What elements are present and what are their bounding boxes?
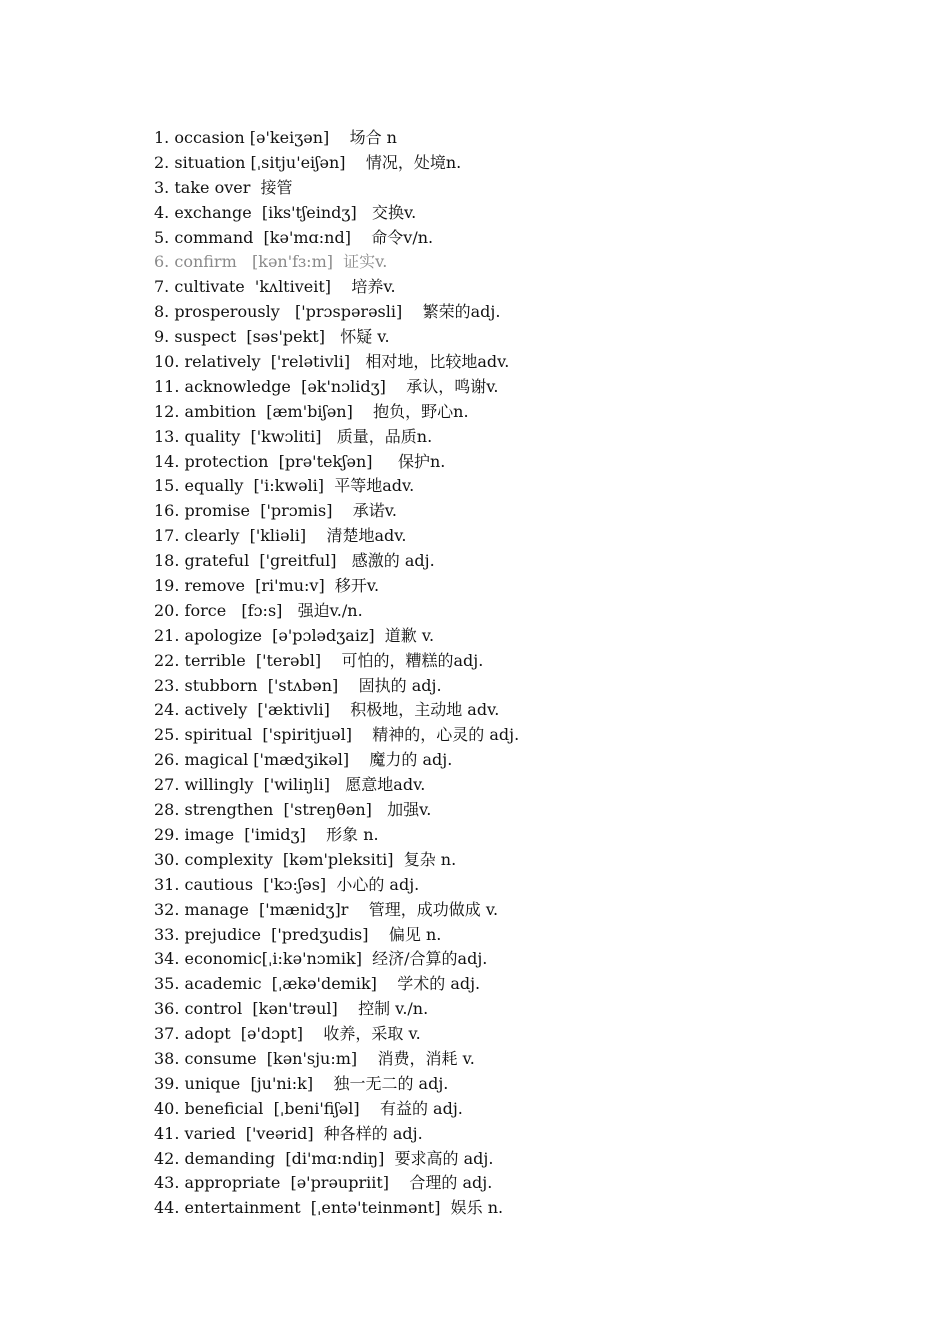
vocab-entry: 41. varied ['veərid] 种各样的 adj. (154, 1123, 423, 1143)
vocab-entry: 5. command [kə'mɑ:nd] 命令v/n. (154, 227, 434, 247)
vocab-entry: 16. promise ['prɔmis] 承诺v. (154, 501, 398, 521)
vocabulary-list (154, 126, 519, 1221)
vocab-entry: 13. quality ['kwɔliti] 质量，品质n. (154, 426, 433, 446)
vocab-entry: 14. protection [prə'tekʃən] 保护n. (154, 451, 446, 471)
vocab-entry: 32. manage ['mænidʒ]r 管理，成功做成 v. (154, 899, 499, 919)
vocab-entry: 29. image ['imidʒ] 形象 n. (154, 824, 379, 844)
vocab-entry: 42. demanding [di'mɑ:ndiŋ] 要求高的 adj. (154, 1148, 494, 1168)
vocab-entry: 15. equally ['i:kwəli] 平等地adv. (154, 476, 415, 496)
vocab-entry: 4. exchange [iks'tʃeindʒ] 交换v. (154, 202, 417, 222)
vocab-entry: 21. apologize [ə'pɔlədʒaiz] 道歉 v. (154, 625, 435, 645)
vocab-entry: 1. occasion [ə'keiʒən] 场合 n (154, 128, 397, 147)
vocab-entry: 8. prosperously ['prɔspərəsli] 繁荣的adj. (154, 302, 501, 322)
vocab-entry: 18. grateful ['greitful] 感激的 adj. (154, 551, 435, 571)
vocab-entry: 37. adopt [ə'dɔpt] 收养，采取 v. (154, 1024, 421, 1044)
vocab-entry: 20. force [fɔ:s] 强迫v./n. (154, 600, 363, 620)
vocab-entry: 35. academic [ˌækə'demik] 学术的 adj. (154, 974, 481, 994)
vocab-entry: 12. ambition [æm'biʃən] 抱负，野心n. (154, 401, 469, 421)
vocab-entry: 33. prejudice ['predʒudis] 偏见 n. (154, 924, 442, 944)
vocab-entry: 34. economic[ˌi:kə'nɔmik] 经济/合算的adj. (154, 949, 488, 969)
vocab-entry: 27. willingly ['wiliŋli] 愿意地adv. (154, 775, 426, 795)
vocab-entry: 3. take over 接管 (154, 177, 293, 197)
vocab-entry: 31. cautious ['kɔ:ʃəs] 小心的 adj. (154, 874, 420, 894)
vocab-entry: 22. terrible ['terəbl] 可怕的，糟糕的adj. (154, 650, 484, 670)
vocab-entry: 2. situation [ˌsitju'eiʃən] 情况，处境n. (154, 152, 462, 172)
vocab-entry: 10. relatively ['relətivli] 相对地，比较地adv. (154, 352, 510, 372)
vocab-entry: 44. entertainment [ˌentə'teinmənt] 娱乐 n. (154, 1198, 504, 1218)
vocab-entry: 43. appropriate [ə'prəupriit] 合理的 adj. (154, 1173, 493, 1193)
vocab-entry: 36. control [kən'trəul] 控制 v./n. (154, 999, 429, 1019)
vocab-entry: 17. clearly ['kliəli] 清楚地adv. (154, 526, 407, 546)
vocab-entry: 40. beneficial [ˌbeni'fiʃəl] 有益的 adj. (154, 1098, 463, 1118)
vocab-entry: 19. remove [ri'mu:v] 移开v. (154, 576, 380, 596)
vocab-entry: 9. suspect [səs'pekt] 怀疑 v. (154, 327, 390, 347)
vocab-entry: 6. confirm [kən'fɜ:m] 证实v. (154, 252, 388, 272)
vocab-entry: 11. acknowledge [ək'nɔlidʒ] 承认，鸣谢v. (154, 376, 499, 396)
vocab-entry: 26. magical ['mædʒikəl] 魔力的 adj. (154, 750, 453, 770)
vocab-entry: 39. unique [ju'ni:k] 独一无二的 adj. (154, 1073, 449, 1093)
vocab-entry: 7. cultivate 'kʌltiveit] 培养v. (154, 277, 396, 297)
vocab-entry: 30. complexity [kəm'pleksiti] 复杂 n. (154, 849, 457, 869)
vocab-entry: 23. stubborn ['stʌbən] 固执的 adj. (154, 675, 442, 695)
vocab-entry: 25. spiritual ['spiritjuəl] 精神的，心灵的 adj. (154, 725, 520, 745)
vocab-entry: 24. actively ['æktivli] 积极地，主动地 adv. (154, 700, 500, 720)
vocab-entry: 38. consume [kən'sju:m] 消费，消耗 v. (154, 1048, 475, 1068)
vocab-entry: 28. strengthen ['streŋθən] 加强v. (154, 800, 432, 820)
